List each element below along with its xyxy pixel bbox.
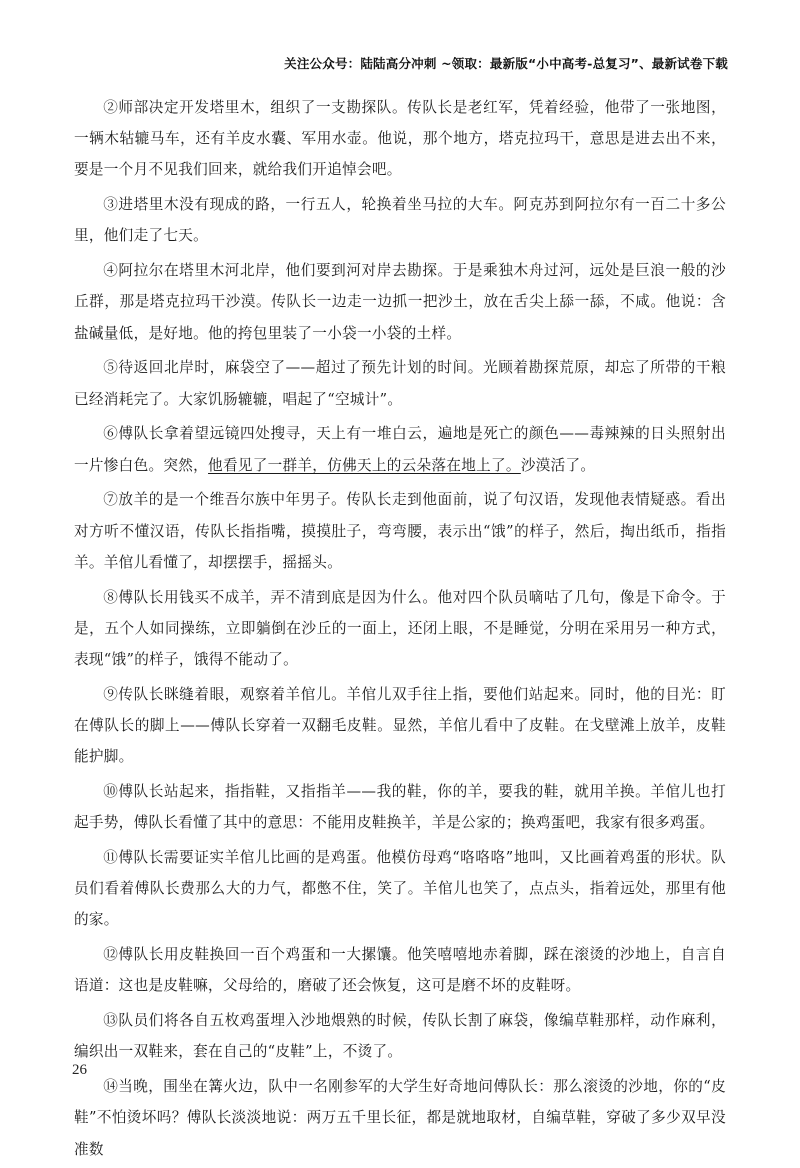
paragraph-3: ③进塔里木没有现成的路，一行五人，轮换着坐马拉的大车。阿克苏到阿拉尔有一百二十多公里，他们走了七天。 — [74, 196, 726, 245]
paragraph-2: ②师部决定开发塔里木，组织了一支勘探队。传队长是老红军，凭着经验，他带了一张地图，一辆木轱辘马车，还有羊皮水囊、军用水壶。他说，那个地方，塔克拉玛干，意思是进去出不来，要是一个月不见我们回来，就给我们开追悼会吧。 — [74, 99, 726, 179]
paragraph-10: ⑩傅队长站起来，指指鞋，又指指羊——我的鞋，你的羊，要我的鞋，就用羊换。羊倌儿也打起手势，傅队长看懂了其中的意思：不能用皮鞋换羊，羊是公家的；换鸡蛋吧，我家有很多鸡蛋。 — [74, 783, 726, 832]
paragraph-6 — [74, 418, 726, 480]
paragraph-7: ⑦放羊的是一个维吾尔族中年男子。传队长走到他面前，说了句汉语，发现他表情疑惑。看出对方听不懂汉语，传队长指指嘴，摸摸肚子，弯弯腰，表示出“饿”的样子，然后，掏出纸币，指指羊。羊倌儿看懂了，却摆摆手，摇摇头。 — [74, 491, 726, 571]
paragraph-6-lead: ⑥傅队长拿着望远镜四处搜寻，天上有一堆白云，遍地是死亡的颜色——毒辣辣的日头照射出一片惨白色。突然， — [74, 425, 726, 474]
article-body — [74, 92, 726, 1168]
paragraph-9: ⑨传队长眯缝着眼，观察着羊倌儿。羊倌儿双手往上指，要他们站起来。同时，他的目光：盯在傅队长的脚上——傅队长穿着一双翻毛皮鞋。显然，羊倌儿看中了皮鞋。在戈壁滩上放羊，皮鞋能护脚。 — [74, 685, 726, 766]
paragraph-5: ⑤待返回北岸时，麻袋空了——超过了预先计划的时间。光顾着勘探荒原，却忘了所带的干粮已经消耗完了。大家饥肠辘辘，唱起了“空城计”。 — [74, 359, 726, 408]
paragraph-8: ⑧傅队长用钱买不成羊，弄不清到底是因为什么。他对四个队员嘀咕了几句，像是下命令。于是，五个人如同操练，立即躺倒在沙丘的一面上，还闭上眼，不是睡觉，分明在采用另一种方式，表现“饿”的样子，饿得不能动了。 — [74, 588, 726, 669]
paragraph-12: ⑫傅队长用皮鞋换回一百个鸡蛋和一大摞馕。他笑嘻嘻地赤着脚，踩在滚烫的沙地上，自言自语道：这也是皮鞋嘛，父母给的，磨破了还会恢复，这可是磨不坏的皮鞋呀。 — [74, 946, 726, 995]
paragraph-6-tail: 沙漠活了。 — [520, 456, 596, 474]
page-number: 26 — [72, 1062, 87, 1078]
paragraph-11: ⑪傅队长需要证实羊倌儿比画的是鸡蛋。他模仿母鸡“咯咯咯”地叫，又比画着鸡蛋的形状。队员们看着傅队长费那么大的力气，都憋不住，笑了。羊倌儿也笑了，点点头，指着远处，那里有他的家。 — [74, 849, 726, 929]
paragraph-13: ⑬队员们将各自五枚鸡蛋埋入沙地煨熟的时候，传队长割了麻袋，像编草鞋那样，动作麻利，编织出一双鞋来，套在自己的“皮鞋”上，不烫了。 — [74, 1012, 726, 1061]
page-header: 关注公众号：陆陆高分冲刺 ~领取：最新版“小中高考-总复习”、最新试卷下载 — [284, 56, 728, 71]
paragraph-4: ④阿拉尔在塔里木河北岸，他们要到河对岸去勘探。于是乘独木舟过河，远处是巨浪一般的沙丘群，那是塔克拉玛干沙漠。传队长一边走一边抓一把沙土，放在舌尖上舔一舔，不咸。他说：含盐碱量低，是好地。他的挎包里装了一小袋一小袋的土样。 — [74, 262, 726, 342]
underlined-sentence: 他看见了一群羊，仿佛天上的云朵落在地上了。 — [208, 456, 521, 474]
paragraph-14: ⑭当晚，围坐在篝火边，队中一名刚参军的大学生好奇地问傅队长：那么滚烫的沙地，你的“皮鞋”不怕烫坏吗？傅队长淡淡地说：两万五千里长征，都是就地取材，自编草鞋，穿破了多少双早没准数 — [74, 1078, 726, 1158]
